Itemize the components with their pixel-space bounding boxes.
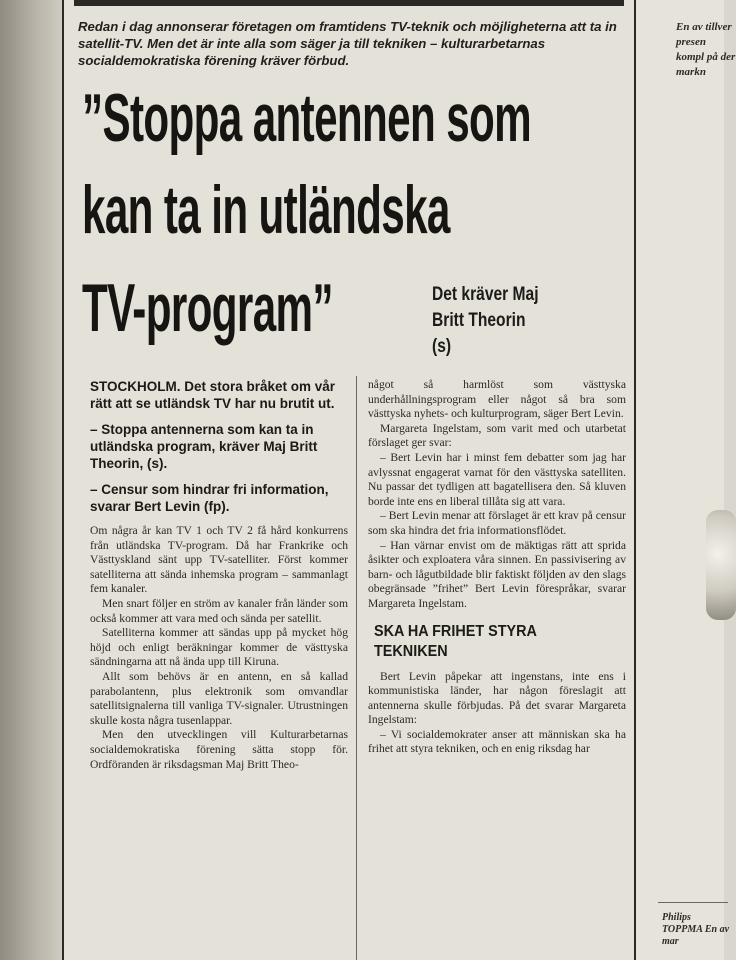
headline-byline: Det kräver Maj Britt Theorin (s): [432, 284, 539, 357]
lead-paragraph: – Censur som hindrar fri information, svarar Bert Levin (fp).: [90, 482, 329, 514]
body-paragraph: Allt som behövs är en antenn, en så kallad parabolantenn, plus elektronik som omvandlar satellitsignalerna till vanliga TV-signaler. Utrustningen skulle kosta några tusenlappar.: [90, 669, 348, 727]
headline-line-3: TV-program”: [82, 270, 333, 346]
page-edge-left: [0, 0, 62, 960]
article-intro: Redan i dag annonserar företagen om framtidens TV-teknik och möjligheterna att ta in satellit-TV. Men det är inte alla som säger ja till tekniken – kulturarbetarnas socialdemokratiska förening kräver förbud.: [78, 19, 617, 68]
section-subhead: SKA HA FRIHET STYRA TEKNIKEN: [374, 622, 537, 660]
column-left: [90, 378, 348, 960]
headline-line-2: kan ta in utländska: [82, 172, 450, 248]
neighbor-article: [636, 0, 736, 960]
neighbor-photo: [706, 510, 736, 620]
body-paragraph: Bert Levin påpekar att ingenstans, inte ens i kommunistiska länder, har någon föreslagit att antennerna skulle förbjudas. På det svarar Margareta Ingelstam:: [368, 669, 626, 727]
body-paragraph: Satelliterna kommer att sändas upp på mycket hög höjd och enligt beräkningar kommer de västtyska sändningarna att nå ända upp till Kiruna.: [90, 626, 348, 669]
right-body: [368, 378, 626, 612]
body-paragraph: – Bert Levin menar att förslaget är ett krav på censur som ska hindra det fria informationsflödet.: [368, 509, 626, 537]
column-right: [368, 378, 626, 960]
body-paragraph: – Han värnar envist om de mäktigas rätt att sprida åsikter och exploatera våra sinnen. En passivisering av barn- och lågutbildade blir faktiskt följden av den slags obegränsade ”frihet” Bert Levin förespråkar, svarar Margareta Ingelstam.: [368, 538, 626, 610]
lead-paragraph: STOCKHOLM. Det stora bråket om vår rätt att se utländsk TV har nu brutit ut.: [90, 379, 336, 411]
body-paragraph: något så harmlöst som västtyska underhållningsprogram eller något så bra som västtyska nyhets- och kulturprogram, säger Bert Levin.: [368, 378, 626, 421]
column-divider: [356, 376, 357, 960]
body-paragraph: Men den utvecklingen vill Kulturarbetarnas socialdemokratiska förening sätta stopp för. Ordföranden är riksdagsman Maj Britt Theo-: [90, 728, 348, 771]
body-paragraph: Margareta Ingelstam, som varit med och utarbetat förslaget ger svar:: [368, 421, 626, 450]
body-paragraph: Men snart följer en ström av kanaler från länder som också kommer att vara med och sända per satellit.: [90, 596, 348, 625]
neighbor-rule: [658, 902, 728, 903]
left-body: [90, 524, 348, 772]
newspaper-clipping: [62, 0, 636, 960]
headline-line-1: ”Stoppa antennen som: [82, 80, 532, 156]
top-bar: [74, 0, 624, 6]
lead-paragraph: – Stoppa antennerna som kan ta in utländska program, kräver Maj Britt Theorin, (s).: [90, 422, 318, 471]
body-paragraph: – Vi socialdemokrater anser att människan ska ha frihet att styra tekniken, och en enig riksdag har: [368, 727, 626, 756]
body-paragraph: – Bert Levin har i minst fem debatter som jag har avlyssnat engagerat varnat för den västtyska satelliten. Nu passar det tydligen att bagatellisera den. Så kluven borde inte ens en liberal tillåta sig att vara.: [368, 450, 626, 508]
right-body-2: [368, 670, 626, 758]
neighbor-text: En av tillver presen kompl på der markn: [676, 21, 736, 78]
body-paragraph: Om några år kan TV 1 och TV 2 få hård konkurrens från utländska TV-program. Då har Frankrike och Västtyskland sänt upp TV-satelliter. Först kommer satelliterna att sända inhemska program – sammanlagt fem kanaler.: [90, 524, 348, 596]
neighbor-ad-text: Philips TOPPMA En av mar: [662, 912, 730, 947]
article-lead: [90, 378, 348, 515]
